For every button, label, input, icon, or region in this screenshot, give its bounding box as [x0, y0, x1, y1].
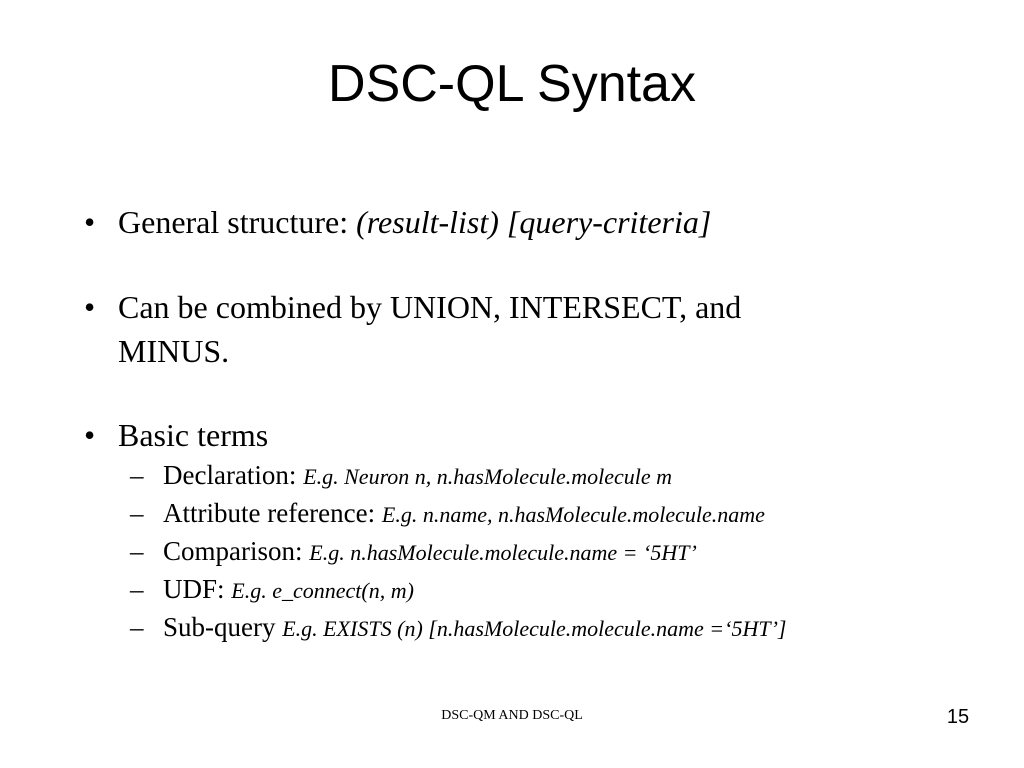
page-number: 15: [946, 706, 970, 728]
sub-item-mark: –: [130, 612, 144, 642]
slide-footer: DSC-QM AND DSC-QL: [441, 708, 583, 723]
sub-item-label: Declaration:: [163, 460, 304, 490]
bullet-mark: •: [84, 289, 96, 325]
bullet-text: Can be combined by UNION, INTERSECT, and: [118, 289, 742, 325]
bullet-mark: •: [84, 204, 96, 240]
sub-item-mark: –: [130, 460, 144, 490]
sub-item-declaration: [130, 457, 984, 495]
sub-item-example: E.g. n.name, n.hasMolecule.molecule.name: [381, 502, 765, 527]
sub-item-list: [84, 457, 984, 647]
sub-item-example: E.g. Neuron n, n.hasMolecule.molecule m: [303, 464, 673, 489]
sub-item-mark: –: [130, 498, 144, 528]
sub-item-example: E.g. EXISTS (n) [n.hasMolecule.molecule.name =‘5HT’]: [282, 616, 787, 641]
sub-item-mark: –: [130, 574, 144, 604]
sub-item-attribute-reference: [130, 495, 984, 533]
bullet-general-structure: [84, 200, 984, 244]
sub-item-example: E.g. n.hasMolecule.molecule.name = ‘5HT’: [309, 540, 697, 565]
slide-title: DSC-QL Syntax: [328, 55, 696, 113]
bullet-text: General structure:: [118, 204, 357, 240]
sub-item-sub-query: [130, 609, 984, 647]
sub-item-label: Attribute reference:: [163, 498, 382, 528]
sub-item-example: E.g. e_connect(n, m): [231, 578, 414, 603]
sub-item-label: Comparison:: [163, 536, 310, 566]
bullet-text: Basic terms: [118, 417, 269, 453]
sub-item-comparison: [130, 533, 984, 571]
sub-item-label: UDF:: [163, 574, 232, 604]
bullet-italic-text: (result-list) [query-criteria]: [356, 204, 712, 240]
sub-item-udf: [130, 571, 984, 609]
bullet-basic-terms: [84, 413, 984, 457]
sub-item-mark: –: [130, 536, 144, 566]
sub-item-label: Sub-query: [163, 612, 283, 642]
bullet-mark: •: [84, 417, 96, 453]
slide-body: [84, 200, 984, 647]
bullet-combination: [84, 285, 984, 373]
bullet-text-continued: MINUS.: [118, 333, 230, 369]
